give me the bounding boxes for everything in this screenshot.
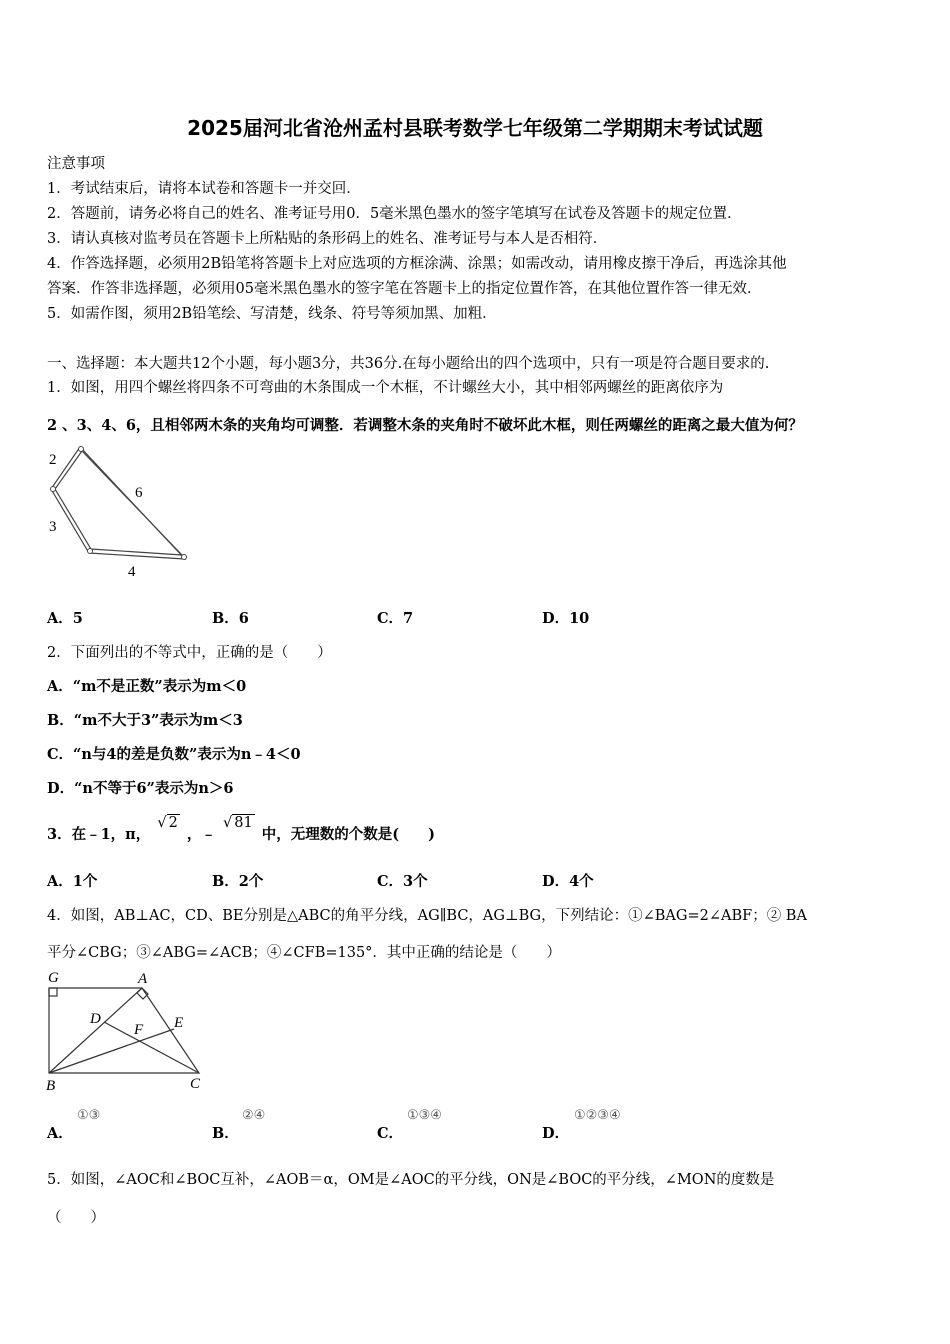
q2-stem: 2．下面列出的不等式中，正确的是（ ） [47, 645, 332, 661]
notice-item: 2．答题前，请务必将自己的姓名、准考证号用0．5毫米黑色墨水的签字笔填写在试卷及答题卡的规定位置． [47, 206, 742, 222]
point-label-e: E [174, 1015, 184, 1031]
q1-stem-line2: 2 、3、4、6，且相邻两木条的夹角均可调整．若调整木条的夹角时不破坏此木框，则任两螺丝的距离之最大值为何？ [47, 417, 803, 434]
frame-label-3: 3 [49, 519, 57, 535]
q1-wooden-frame-figure [44, 442, 196, 582]
frame-label-2: 2 [49, 452, 57, 468]
q4-option-c-value: ①③④ [407, 1108, 442, 1123]
q3-sqrt-2: √ 2 [157, 815, 178, 831]
point-label-d: D [90, 1011, 101, 1027]
q1-option-c[interactable]: C．7 [377, 610, 414, 627]
point-label-f: F [134, 1022, 144, 1038]
q4-option-a-value: ①③ [77, 1108, 101, 1123]
q4-option-b-letter[interactable]: B． [212, 1125, 239, 1142]
q3-option-b[interactable]: B．2个 [212, 873, 264, 890]
q4-option-c-letter[interactable]: C． [377, 1125, 404, 1142]
q5-stem-line2: （ ） [47, 1210, 105, 1226]
point-label-c: C [190, 1076, 201, 1092]
q1-option-a[interactable]: A．5 [47, 610, 83, 627]
q4-option-a-letter[interactable]: A． [47, 1125, 73, 1142]
q3-prefix: 3．在﹣1，π， [47, 826, 151, 843]
notice-heading: 注意事项 [47, 156, 105, 172]
q2-option-c[interactable]: C．“n与4的差是负数”表示为n﹣4＜0 [47, 746, 301, 763]
point-label-b: B [46, 1078, 56, 1094]
notice-item: 4．作答选择题，必须用2B铅笔将答题卡上对应选项的方框涂满、涂黑；如需改动，请用橡皮擦干净后，再选涂其他 [47, 256, 787, 272]
notice-item: 1．考试结束后，请将本试卷和答题卡一并交回． [47, 181, 361, 197]
q4-stem-line2: 平分∠CBG；③∠ABG=∠ACB；④∠CFB=135°．其中正确的结论是（ ） [47, 945, 561, 961]
q1-option-d[interactable]: D．10 [542, 610, 590, 627]
notice-item: 5．如需作图，须用2B铅笔绘、写清楚，线条、符号等须加黑、加粗． [47, 306, 497, 322]
q3-option-a[interactable]: A．1个 [47, 873, 98, 890]
frame-label-6: 6 [135, 485, 143, 501]
q4-option-d-value: ①②③④ [574, 1108, 621, 1123]
q3-sqrt-81: √ 81 [222, 815, 253, 831]
q3-stem [47, 815, 435, 844]
q3-option-d[interactable]: D．4个 [542, 873, 594, 890]
q2-option-d[interactable]: D．“n不等于6”表示为n＞6 [47, 780, 234, 797]
point-label-a: A [138, 971, 148, 987]
q2-option-a[interactable]: A．“m不是正数”表示为m＜0 [47, 678, 247, 695]
q4-option-d-letter[interactable]: D． [542, 1125, 570, 1142]
q4-option-b-value: ②④ [242, 1108, 266, 1123]
q4-triangle-figure [44, 966, 209, 1096]
q1-option-b[interactable]: B．6 [212, 610, 249, 627]
page-title: 2025届河北省沧州孟村县联考数学七年级第二学期期末考试试题 [187, 116, 763, 140]
notice-item: 3．请认真核对监考员在答题卡上所粘贴的条形码上的姓名、准考证号与本人是否相符． [47, 231, 608, 247]
q3-suffix: 中，无理数的个数是( ) [261, 826, 435, 843]
q4-stem-line1: 4．如图，AB⊥AC，CD、BE分别是△ABC的角平分线，AG∥BC，AG⊥BG，下列结论：①∠BAG=2∠ABF；② BA [47, 908, 807, 924]
frame-label-4: 4 [128, 564, 136, 580]
q2-option-b[interactable]: B．“m不大于3”表示为m＜3 [47, 712, 243, 729]
q1-stem-line1: 1．如图，用四个螺丝将四条不可弯曲的木条围成一个木框，不计螺丝大小，其中相邻两螺丝的距离依序为 [47, 380, 724, 396]
q3-middle: ，﹣ [186, 826, 216, 843]
section-heading: 一、选择题：本大题共12个小题，每小题3分，共36分.在每小题给出的四个选项中，只有一项是符合题目要求的. [47, 356, 770, 372]
point-label-g: G [48, 970, 59, 986]
notice-item: 答案．作答非选择题，必须用05毫米黑色墨水的签字笔在答题卡上的指定位置作答，在其他位置作答一律无效． [47, 281, 762, 297]
q3-option-c[interactable]: C．3个 [377, 873, 428, 890]
q5-stem-line1: 5．如图，∠AOC和∠BOC互补，∠AOB＝α，OM是∠AOC的平分线，ON是∠BOC的平分线，∠MON的度数是 [47, 1172, 775, 1188]
